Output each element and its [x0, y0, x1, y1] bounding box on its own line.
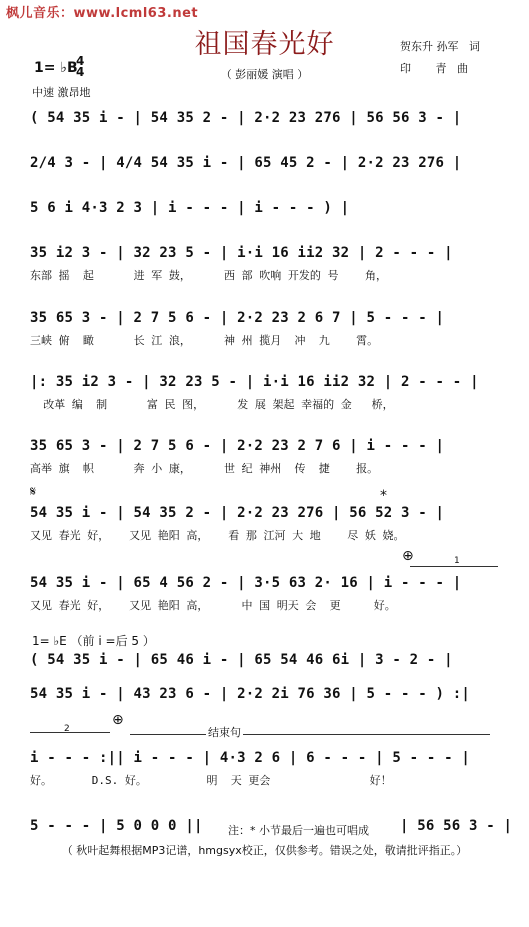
- time-signature-top: 4: [76, 54, 85, 68]
- singer: （ 彭丽媛 演唱 ）: [220, 68, 309, 81]
- lyrics: 三峡 俯 瞰 长 江 浪， 神 州 揽月 冲 九 霄。: [30, 334, 379, 347]
- notes: 35 65 3 - | 2 7 5 6 - | 2·2 23 2 7 6 | i - - - |: [30, 438, 445, 454]
- notes: 5 6 i 4·3 2 3 | i - - - | i - - - ) |: [30, 200, 350, 216]
- notes: 54 35 i - | 54 35 2 - | 2·2 23 276 | 56 52 3 - |: [30, 505, 445, 521]
- lyrics: 又见 春光 好， 又见 艳阳 高， 中 国 明天 会 更 好。: [30, 599, 396, 612]
- notes: 54 35 i - | 43 23 6 - | 2·2 2i 76 36 | 5 - - - ) :|: [30, 686, 471, 702]
- transcription-credit: （ 秋叶起舞根据MP3记谱，hmgsyx校正，仅供参考。错误之处，敬请批评指正。）: [61, 844, 468, 857]
- alternate-measure: | 56 56 3 - |: [400, 818, 513, 834]
- lyrics: 又见 春光 好， 又见 艳阳 高， 看 那 江河 大 地 尽 妖 娆。: [30, 529, 405, 542]
- asterisk-mark: *: [380, 488, 387, 504]
- notes: ( 54 35 i - | 65 46 i - | 65 54 46 6i | 3 - 2 - |: [30, 652, 453, 668]
- volta-1-bracket: [410, 566, 498, 567]
- composer-credit: 印 青 曲: [400, 62, 468, 75]
- notes: 35 65 3 - | 2 7 5 6 - | 2·2 23 2 6 7 | 5 - - - |: [30, 310, 445, 326]
- notes: 5 - - - | 5 0 0 0 ||: [30, 818, 203, 834]
- ending-line: [130, 734, 490, 735]
- coda-sign: ⊕: [402, 548, 414, 564]
- song-title: 祖国春光好: [194, 29, 335, 60]
- notes: |: 35 i2 3 - | 32 23 5 - | i·i 16 ii2 32 | 2 - - - |: [30, 374, 479, 390]
- time-signature-bottom: 4: [76, 65, 85, 79]
- lyrics: 好。 D.S. 好。 明 天 更会 好！: [30, 774, 392, 787]
- site-watermark: 枫儿音乐：www.lcml63.net: [6, 6, 199, 21]
- lyricist-credit: 贺东升 孙军 词: [400, 40, 480, 53]
- key-change: 1= ♭E （前 i =后 5 ）: [32, 634, 155, 648]
- notes: ( 54 35 i - | 54 35 2 - | 2·2 23 276 | 56 56 3 - |: [30, 110, 462, 126]
- notes: 54 35 i - | 65 4 56 2 - | 3·5 63 2· 16 | i - - - |: [30, 575, 462, 591]
- lyrics: 高举 旗 帜 奔 小 康， 世 纪 神州 传 捷 报。: [30, 462, 379, 475]
- lyrics: 东部 摇 起 进 军 鼓， 西 部 吹响 开发的 号 角，: [30, 269, 387, 282]
- lyrics: 改革 编 制 富 民 图， 发 展 架起 幸福的 金 桥，: [30, 398, 394, 411]
- volta-2-label: 2: [64, 724, 70, 734]
- notes: 2/4 3 - | 4/4 54 35 i - | 65 45 2 - | 2·2 23 276 |: [30, 155, 462, 171]
- notes: i - - - :|| i - - - | 4·3 2 6 | 6 - - - | 5 - - - |: [30, 750, 471, 766]
- notes: 35 i2 3 - | 32 23 5 - | i·i 16 ii2 32 | 2 - - - |: [30, 245, 453, 261]
- volta-2-bracket: [30, 732, 110, 733]
- annotation-note: 注：* 小节最后一遍也可唱成: [228, 824, 369, 837]
- ending-label: 结束句: [208, 726, 241, 739]
- volta-1-label: 1: [454, 556, 460, 566]
- coda-sign-ending: ⊕: [112, 712, 124, 728]
- tempo-marking: 中速 激昂地: [32, 86, 91, 99]
- key-signature: 1= ♭B: [34, 60, 78, 76]
- segno-sign: 𝄋: [30, 484, 37, 500]
